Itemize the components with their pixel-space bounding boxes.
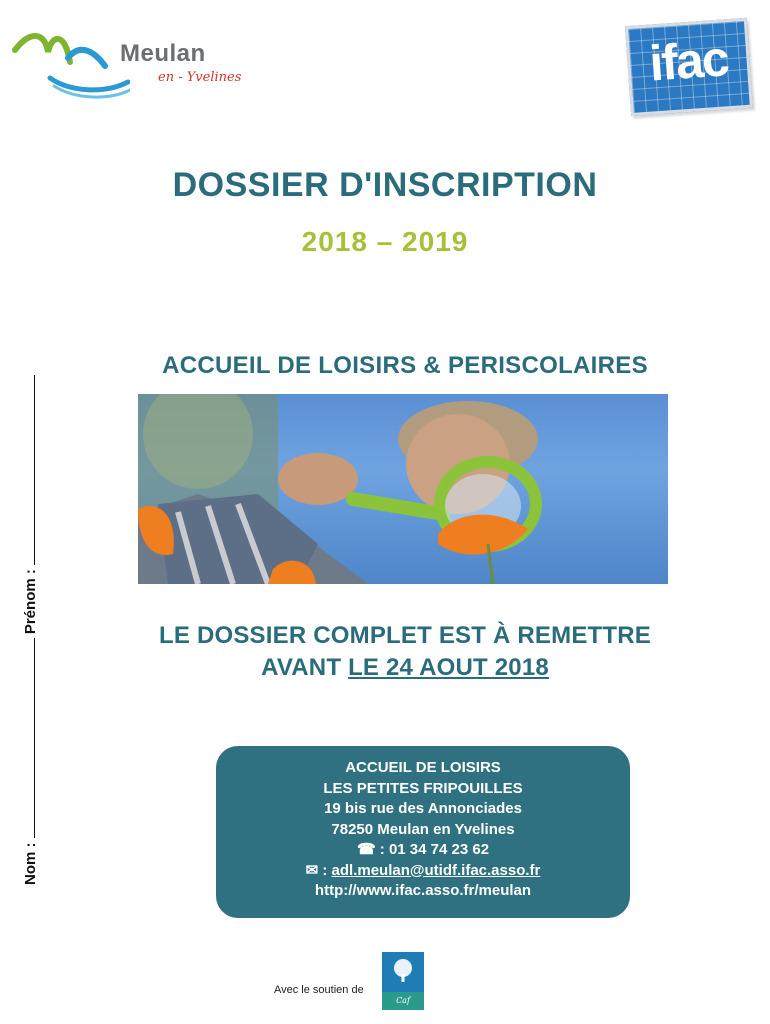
side-fields-rotated [20,385,50,885]
prenom-field-line[interactable] [20,375,35,565]
nom-field-line[interactable] [20,638,35,838]
contact-city: 78250 Meulan en Yvelines [331,820,515,838]
caf-logo [382,952,424,1010]
caf-tree-icon [382,952,424,992]
meulan-wave-icon [10,22,130,102]
deadline-prefix: AVANT [261,654,349,681]
mail-icon: ✉ [305,861,319,879]
email-link[interactable]: adl.meulan@utidf.ifac.asso.fr [331,861,541,879]
logo-word: Meulan [120,40,206,67]
ifac-logo [625,18,751,118]
deadline-date: LE 24 AOUT 2018 [348,654,549,681]
photo-illustration [138,394,668,584]
mail-prefix: : [322,861,328,879]
deadline-line-2 [0,652,770,684]
page-title: DOSSIER D'INSCRIPTION [172,166,598,204]
phone-icon: ☎ [356,841,376,858]
deadline-line-1: LE DOSSIER COMPLET EST À REMETTRE [159,622,651,649]
contact-line-1: ACCUEIL DE LOISIRS [345,759,501,776]
contact-box [216,746,630,918]
caf-text: Caf [396,996,410,1005]
logo-script: en - Yvelines [158,70,242,85]
contact-email-row [216,861,630,882]
year-title: 2018 – 2019 [301,226,469,257]
deadline-text [0,620,770,684]
child-magnifier-photo [138,394,668,584]
ifac-logo-text: ifac [647,30,730,92]
subtitle: ACCUEIL DE LOISIRS & PERISCOLAIRES [162,352,648,379]
nom-label: Nom : [22,842,39,885]
contact-address: 19 bis rue des Annonciades [324,800,522,817]
contact-phone-row [216,840,630,861]
website-link[interactable]: http://www.ifac.asso.fr/meulan [314,882,532,899]
support-text: Avec le soutien de [274,984,364,996]
contact-line-2: LES PETITES FRIPOUILLES [323,779,523,797]
prenom-label: Prénom : [22,569,39,635]
side-name-fields [20,385,50,885]
contact-phone: : 01 34 74 23 62 [379,841,490,858]
meulan-logo [10,22,260,102]
